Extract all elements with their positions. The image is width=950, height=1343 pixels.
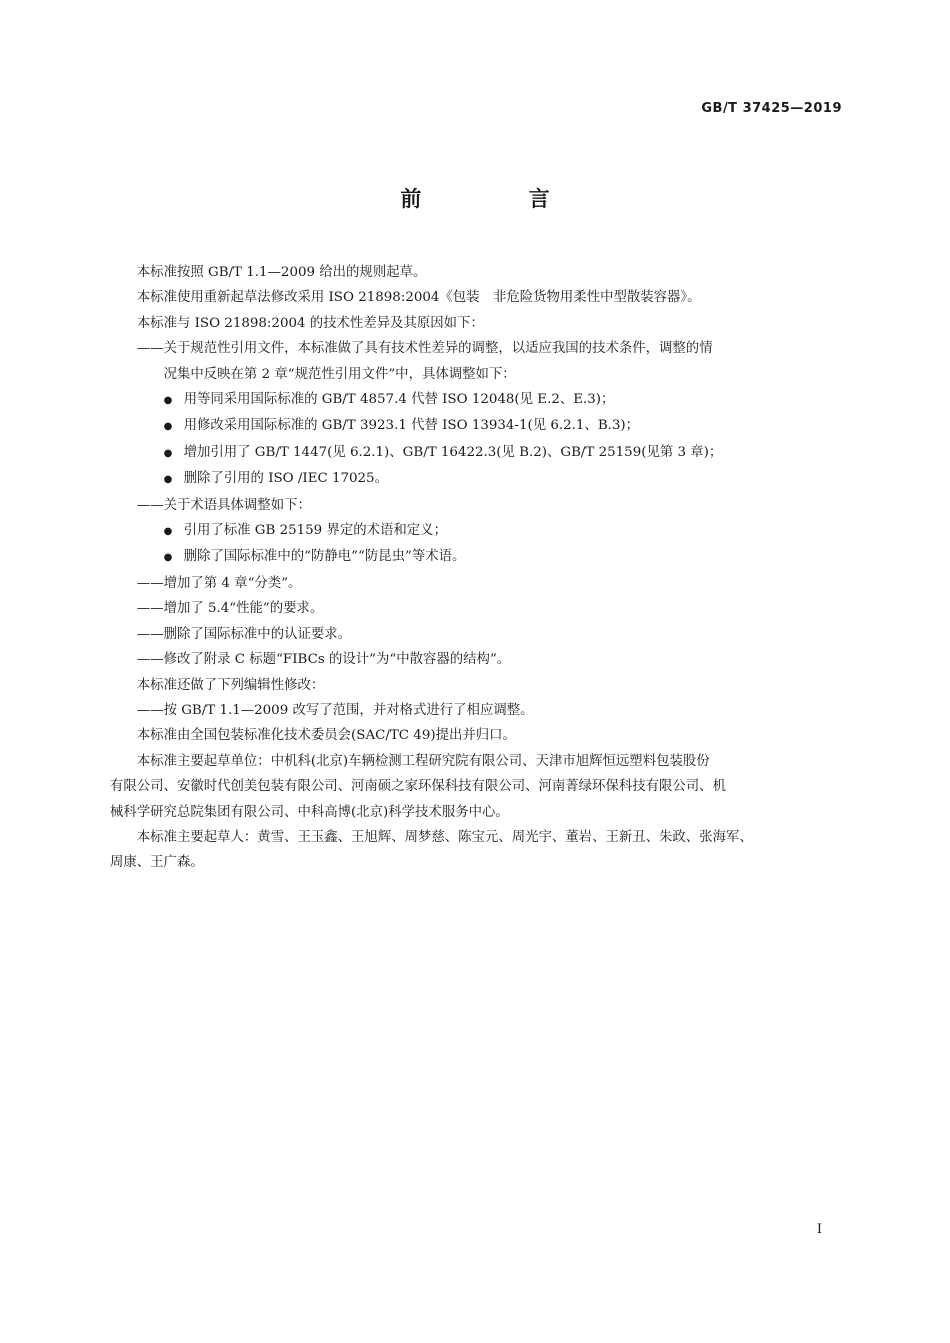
bullet-item (110, 544, 845, 570)
foreword-body (110, 260, 845, 876)
paragraph-drafters-line2: 周康、王广森。 (110, 855, 204, 871)
page-title: 前 言 (400, 187, 600, 211)
bullet-text: 用等同采用国际标准的 GB/T 4857.4 代替 ISO 12048(见 E.2、E.3)； (183, 392, 615, 408)
bullet-text: 删除了国际标准中的“防静电”“防昆虫”等术语。 (183, 549, 466, 565)
bullet-item (110, 413, 845, 439)
bullet-item (110, 466, 845, 492)
dash-item-certification: ——删除了国际标准中的认证要求。 (136, 626, 352, 642)
bullet-item (110, 440, 845, 466)
dash-item-references-line1: ——关于规范性引用文件，本标准做了具有技术性差异的调整，以适应我国的技术条件，调整的情 (136, 341, 713, 357)
paragraph-editorial-intro: 本标准还做了下列编辑性修改： (136, 677, 325, 693)
bullet-icon: ● (163, 447, 173, 459)
paragraph-drafting-units-line2: 有限公司、安徽时代创美包装有限公司、河南硕之家环保科技有限公司、河南菁绿环保科技有限公司、机 (110, 779, 726, 795)
bullet-icon: ● (163, 421, 173, 433)
dash-item-terms: ——关于术语具体调整如下： (136, 497, 311, 513)
paragraph-drafting-rules: 本标准按照 GB/T 1.1—2009 给出的规则起草。 (136, 265, 427, 280)
bullet-icon: ● (163, 526, 173, 538)
paragraph-adoption: 本标准使用重新起草法修改采用 ISO 21898:2004《包装 非危险货物用柔性中型散装容器》。 (136, 290, 701, 306)
paragraph-drafting-units-line1: 本标准主要起草单位：中机科(北京)车辆检测工程研究院有限公司、天津市旭辉恒远塑料包装股份 (136, 753, 710, 769)
dash-item-scope: ——按 GB/T 1.1—2009 改写了范围，并对格式进行了相应调整。 (136, 702, 534, 718)
dash-item-classification: ——增加了第 4 章“分类”。 (136, 575, 302, 591)
bullet-text: 引用了标准 GB 25159 界定的术语和定义； (183, 523, 447, 539)
dash-item-annex-c: ——修改了附录 C 标题“FIBCs 的设计”为“中散容器的结构”。 (136, 652, 511, 668)
paragraph-drafters-line1: 本标准主要起草人：黄雪、王玉鑫、王旭辉、周梦慈、陈宝元、周光宇、董岩、王新丑、朱政、张海军、 (136, 829, 753, 845)
paragraph-differences-intro: 本标准与 ISO 21898:2004 的技术性差异及其原因如下： (136, 315, 484, 331)
paragraph-drafting-units-line3: 械科学研究总院集团有限公司、中科高博(北京)科学技术服务中心。 (110, 804, 509, 820)
bullet-text: 删除了引用的 ISO /IEC 17025。 (183, 471, 388, 487)
paragraph-proposed-by: 本标准由全国包装标准化技术委员会(SAC/TC 49)提出并归口。 (136, 728, 516, 744)
bullet-text: 增加引用了 GB/T 1447(见 6.2.1)、GB/T 16422.3(见 B.2)、GB/T 25159(见第 3 章)； (183, 444, 723, 460)
bullet-item (110, 518, 845, 544)
dash-item-references-line2: 况集中反映在第 2 章“规范性引用文件”中，具体调整如下： (163, 366, 516, 382)
bullet-icon: ● (163, 395, 173, 407)
standard-code: GB/T 37425—2019 (701, 101, 842, 116)
dash-item-performance: ——增加了 5.4“性能”的要求。 (136, 601, 324, 617)
bullet-text: 用修改采用国际标准的 GB/T 3923.1 代替 ISO 13934-1(见 6.2.1、B.3)； (183, 418, 640, 434)
page-number: I (816, 1222, 822, 1237)
bullet-icon: ● (163, 552, 173, 564)
bullet-item (110, 387, 845, 413)
bullet-icon: ● (163, 474, 173, 486)
